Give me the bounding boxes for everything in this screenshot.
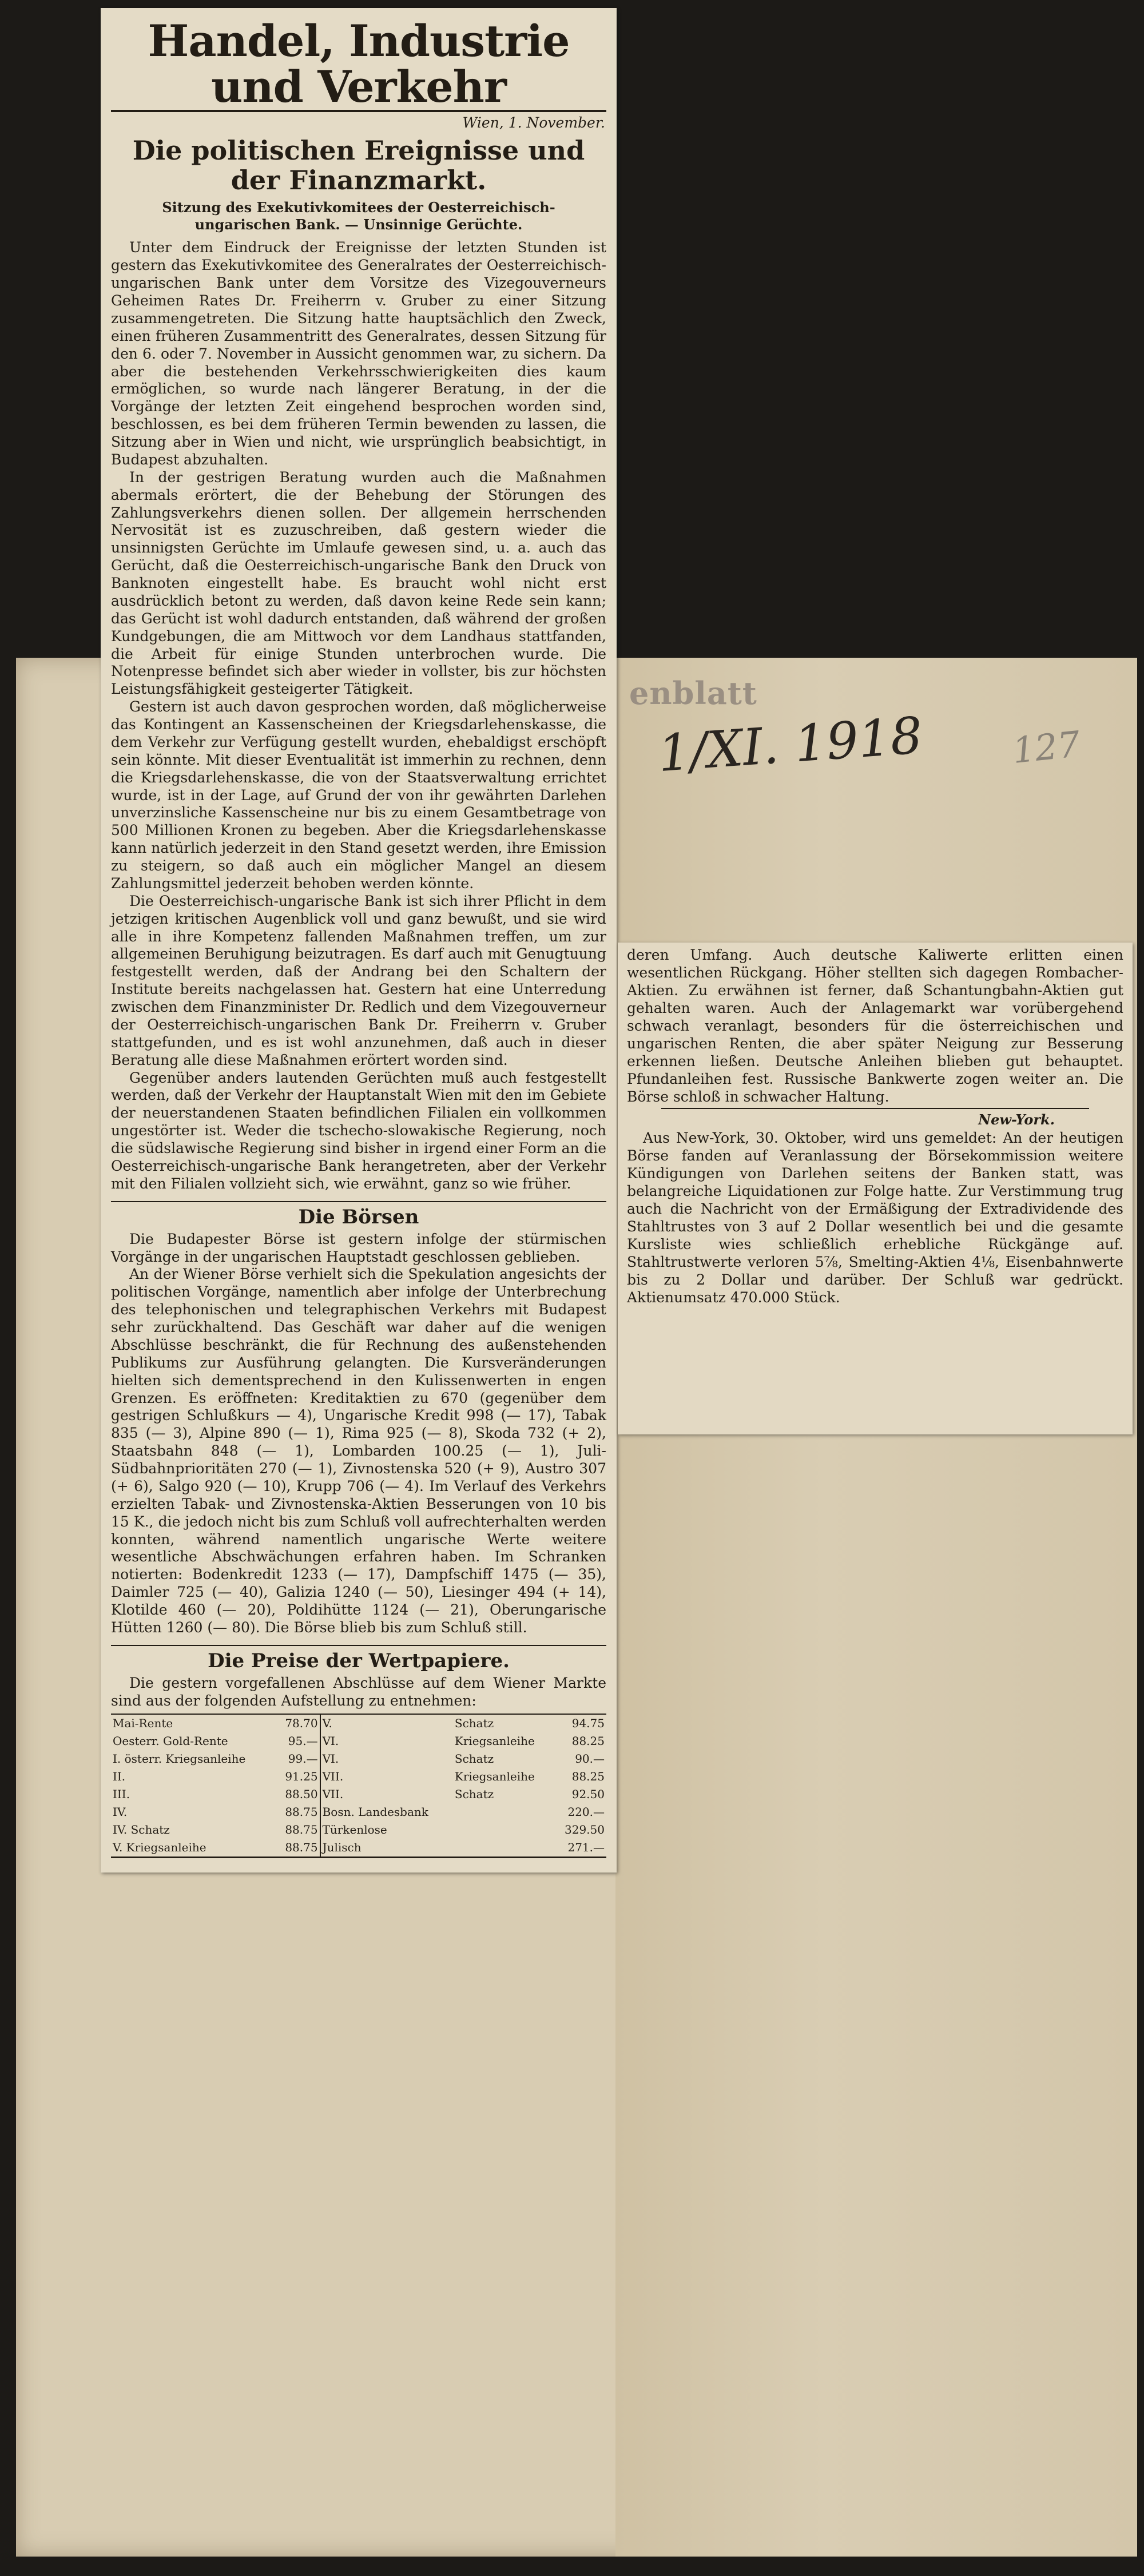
price-cell: IV. Schatz	[113, 1822, 170, 1836]
price-cell: Bosn. Landesbank	[322, 1804, 428, 1819]
section-title: Handel, Industrie und Verkehr	[111, 18, 606, 112]
prices-intro: Die gestern vorgefallenen Abschlüsse auf dem Wiener Markte sind aus der folgenden Aufstellung zu entnehmen:	[111, 1674, 606, 1709]
price-cell: VI.	[322, 1751, 339, 1766]
price-cell: 220.—	[567, 1804, 605, 1819]
price-cell: Julisch	[320, 1839, 453, 1858]
article-paragraph: Unter dem Eindruck der Ereignisse der letzten Stunden ist gestern das Exekutivkomitee des Generalrates der Oesterreichisch-ungarischen Bank unter dem Vorsitze des Vizegouverneurs Geheimen Rates Dr. Freiherrn v. Gruber zu einer Sitzung zusammengetreten. Die Sitzung hatte hauptsächlich den Zweck, einen früheren Zusammentritt des Generalrates, dessen Sitzung für den 6. oder 7. November in Aussicht genommen war, zu sichern. Da aber die bestehenden Verkehrsschwierigkeiten dies kaum ermöglichen, so wurde nach längerer Beratung, in der die Vorgänge der letzten Zeit eingehend besprochen worden sind, beschlossen, es bei dem früheren Termin bewenden zu lassen, die Sitzung aber in Wien und nicht, wie ursprünglich beabsichtigt, in Budapest abzuhalten.	[111, 239, 606, 468]
price-cell: 99.—	[276, 1750, 320, 1768]
price-cell: Oesterr. Gold-Rente	[113, 1734, 228, 1748]
price-cell: VII.	[322, 1769, 344, 1783]
masthead-fragment: enblatt	[629, 675, 757, 711]
subheadline: Sitzung des Exekutivkomitees der Oesterreichisch-ungarischen Bank. — Unsinnige Gerüchte.	[162, 199, 555, 233]
article-paragraph: Gegenüber anders lautenden Gerüchten muß auch festgestellt werden, daß der Verkehr der Hauptanstalt Wien mit den im Gebiete der neuerstandenen Staaten befindlichen Filialen ein vollkommen ungestörter ist. Weder die tschecho-slowakische Regierung, noch die südslawische Regierung sind bisher in irgend einer Form an die Oesterreichisch-ungarische Bank herangetreten, aber der Verkehr mit den Filialen vollzieht sich, wie erwähnt, ganz so wie früher.	[111, 1069, 606, 1192]
price-cell: 92.50	[571, 1787, 605, 1801]
price-cell: 88.75	[276, 1821, 320, 1839]
price-cell	[453, 1821, 554, 1839]
price-cell: Kriegsanleihe	[454, 1734, 535, 1748]
price-cell: V.	[322, 1716, 332, 1730]
article-body	[111, 239, 606, 1192]
article-paragraph: In der gestrigen Beratung wurden auch die Maßnahmen abermals erörtert, die der Behebung der Störungen des Zahlungsverkehrs dienen sollen. Der allgemein herrschenden Nervosität ist es zuzuschreiben, daß gestern wieder die unsinnigsten Gerüchte im Umlaufe gewesen sind, u. a. auch das Gerücht, daß die Oesterreichisch-ungarische Bank den Druck von Banknoten eingestellt habe. Es braucht wohl nicht erst ausdrücklich betont zu werden, daß davon keine Rede sein kann; das Gerücht ist wohl dadurch entstanden, daß während der großen Kundgebungen, die am Mittwoch vor dem Landhaus stattfanden, die Arbeit für einige Stunden unterbrochen wurde. Die Notenpresse befindet sich aber wieder in vollster, bis zur höchsten Leistungsfähigkeit gesteigerter Tätigkeit.	[111, 468, 606, 698]
price-cell	[453, 1839, 554, 1858]
prices-intro-block	[111, 1675, 606, 1710]
price-cell: 88.25	[571, 1734, 605, 1748]
price-cell: VI.	[322, 1734, 339, 1748]
price-cell	[453, 1803, 554, 1821]
boersen-heading: Die Börsen	[111, 1201, 606, 1229]
new-york-header: New-York.	[978, 1111, 1055, 1128]
price-row	[111, 1839, 606, 1858]
price-cell: Mai-Rente	[113, 1716, 173, 1730]
handwritten-number: 127	[1010, 723, 1082, 772]
price-row	[111, 1750, 606, 1768]
handwritten-date: 1/XI. 1918	[656, 705, 924, 784]
price-cell: III.	[113, 1787, 130, 1801]
price-cell: 88.75	[276, 1803, 320, 1821]
price-cell: IV.	[113, 1804, 128, 1819]
boersen-body	[111, 1231, 606, 1637]
price-cell: 329.50	[565, 1822, 605, 1836]
main-article-clipping	[101, 8, 617, 1873]
price-cell: Kriegsanleihe	[454, 1769, 535, 1783]
price-cell: 94.75	[571, 1716, 605, 1730]
price-cell: VII.	[322, 1787, 344, 1801]
price-row	[111, 1821, 606, 1839]
boersen-paragraph: An der Wiener Börse verhielt sich die Spekulation angesichts der politischen Vorgänge, namentlich aber infolge der Unterbrechung des telephonischen und telegraphischen Verkehrs mit Budapest sehr zurückhaltend. Das Geschäft war daher auf die wenigen Abschlüsse beschränkt, die für Rechnung des außenstehenden Publikums zur Ausführung gelangten. Die Kursveränderungen hielten sich dementsprechend in den Kulissenwerten in engen Grenzen. Es eröffneten: Kreditaktien zu 670 (gegenüber dem gestrigen Schlußkurs — 4), Ungarische Kredit 998 (— 17), Tabak 835 (— 3), Alpine 890 (— 1), Rima 925 (— 8), Skoda 732 (+ 2), Staatsbahn 848 (— 1), Lombarden 100.25 (— 1), Juli-Südbahnprioritäten 270 (— 1), Zivnostenska 520 (+ 9), Austro 307 (+ 6), Salgo 920 (— 10), Krupp 706 (— 4). Im Verlauf des Verkehrs erzielten Tabak- und Zivnostenska-Aktien Besserungen von 10 bis 15 K., die jedoch nicht bis zum Schluß voll aufrechterhalten werden konnten, während namentlich ungarische Werte weitere wesentliche Abschwächungen erfahren haben. Im Schranken notierten: Bodenkredit 1233 (— 17), Dampfschiff 1475 (— 35), Daimler 725 (— 40), Galizia 1240 (— 50), Liesinger 494 (+ 14), Klotilde 460 (— 20), Poldihütte 1124 (— 21), Oberungarische Hütten 1260 (— 80). Die Börse blieb bis zum Schluß still.	[111, 1266, 606, 1636]
secondary-clipping	[618, 943, 1133, 1434]
price-row	[111, 1803, 606, 1821]
price-cell: I. österr. Kriegsanleihe	[113, 1751, 246, 1766]
price-cell: 91.25	[276, 1768, 320, 1786]
divider	[661, 1108, 1089, 1109]
price-cell: 78.70	[276, 1714, 320, 1732]
price-row	[111, 1732, 606, 1750]
price-cell: Schatz	[454, 1716, 494, 1730]
price-cell: 90.—	[575, 1751, 605, 1766]
headline: Die politischen Ereignisse und der Finanzmarkt.	[132, 134, 585, 196]
prices-heading: Die Preise der Wertpapiere.	[111, 1645, 606, 1672]
market-paragraph: deren Umfang. Auch deutsche Kaliwerte erlitten einen wesentlichen Rückgang. Höher stellten sich dagegen Rombacher-Aktien. Zu erwähnen ist ferner, daß Schantungbahn-Aktien gut gehalten waren. Auch der Anlagemarkt war vorübergehend schwach veranlagt, besonders für die österreichischen und ungarischen Renten, die aber später Neigung zur Besserung erkennen ließen. Deutsche Anleihen blieben gut behauptet. Pfundanleihen fest. Russische Bankwerte zogen weiter an. Die Börse schloß in schwacher Haltung.	[627, 947, 1123, 1105]
price-cell: 88.75	[276, 1839, 320, 1858]
price-cell: 88.25	[571, 1769, 605, 1783]
price-row	[111, 1714, 606, 1732]
boersen-paragraph: Die Budapester Börse ist gestern infolge der stürmischen Vorgänge in der ungarischen Hauptstadt geschlossen geblieben.	[111, 1230, 606, 1265]
price-cell: Schatz	[454, 1787, 494, 1801]
price-cell: 88.50	[276, 1786, 320, 1803]
price-row	[111, 1768, 606, 1786]
price-cell: 95.—	[276, 1732, 320, 1750]
price-cell: V. Kriegsanleihe	[111, 1839, 276, 1858]
price-row	[111, 1786, 606, 1803]
dateline: Wien, 1. November.	[462, 114, 605, 131]
price-cell: Türkenlose	[322, 1822, 387, 1836]
article-paragraph: Gestern ist auch davon gesprochen worden, daß möglicherweise das Kontingent an Kassenscheinen der Kriegsdarlehenskasse, die dem Verkehr zur Verfügung gestellt wurden, ehebaldigst erschöpft sein könnte. Mit dieser Eventualität ist immerhin zu rechnen, denn die Kriegsdarlehenskasse, die von der Staatsverwaltung errichtet wurde, ist in der Lage, auf Grund der von ihr gewährten Darlehen unverzinsliche Kassenscheine nur bis zu einem Gesamtbetrage von 500 Millionen Kronen zu begeben. Aber die Kriegsdarlehenskasse kann natürlich jederzeit in den Stand gesetzt werden, ihre Emission zu steigern, so daß auch ein möglicher Mangel an diesem Zahlungsmittel jederzeit behoben werden könnte.	[111, 698, 606, 892]
price-cell: 271.—	[554, 1839, 606, 1858]
price-cell: II.	[113, 1769, 126, 1783]
new-york-paragraph: Aus New-York, 30. Oktober, wird uns gemeldet: An der heutigen Börse fanden auf Veranlassung der Börsekommission weitere Kündigungen von Darlehen seitens der Banken statt, was belangreiche Liquidationen zur Folge hatte. Zur Verstimmung trug auch die Nachricht von der Ermäßigung der Extradividende des Stahltrustes von 3 auf 2 Dollar wesentlich bei und die gesamte Kursliste wies schließlich erhebliche Rückgänge auf. Stahltrustwerte verloren 5⅞, Smelting-Aktien 4⅛, Eisenbahnwerte bis zu 2 Dollar und darüber. Der Schluß war gedrückt. Aktienumsatz 470.000 Stück.	[627, 1130, 1123, 1306]
prices-table	[111, 1714, 606, 1858]
price-cell: Schatz	[454, 1751, 494, 1766]
article-paragraph: Die Oesterreichisch-ungarische Bank ist sich ihrer Pflicht in dem jetzigen kritischen Augenblick voll und ganz bewußt, und sie wird alle in ihre Kompetenz fallenden Maßnahmen treffen, um zur allgemeinen Beruhigung beizutragen. Es darf auch mit Genugtuung festgestellt werden, daß der Andrang bei den Schaltern der Institute bereits nachgelassen hat. Gestern hat eine Unterredung zwischen dem Finanzminister Dr. Redlich und dem Vizegouverneur der Oesterreichisch-ungarischen Bank Dr. Freiherrn v. Gruber stattgefunden, und es ist wohl anzunehmen, daß auch in dieser Beratung alle diese Maßnahmen erörtert worden sind.	[111, 892, 606, 1068]
